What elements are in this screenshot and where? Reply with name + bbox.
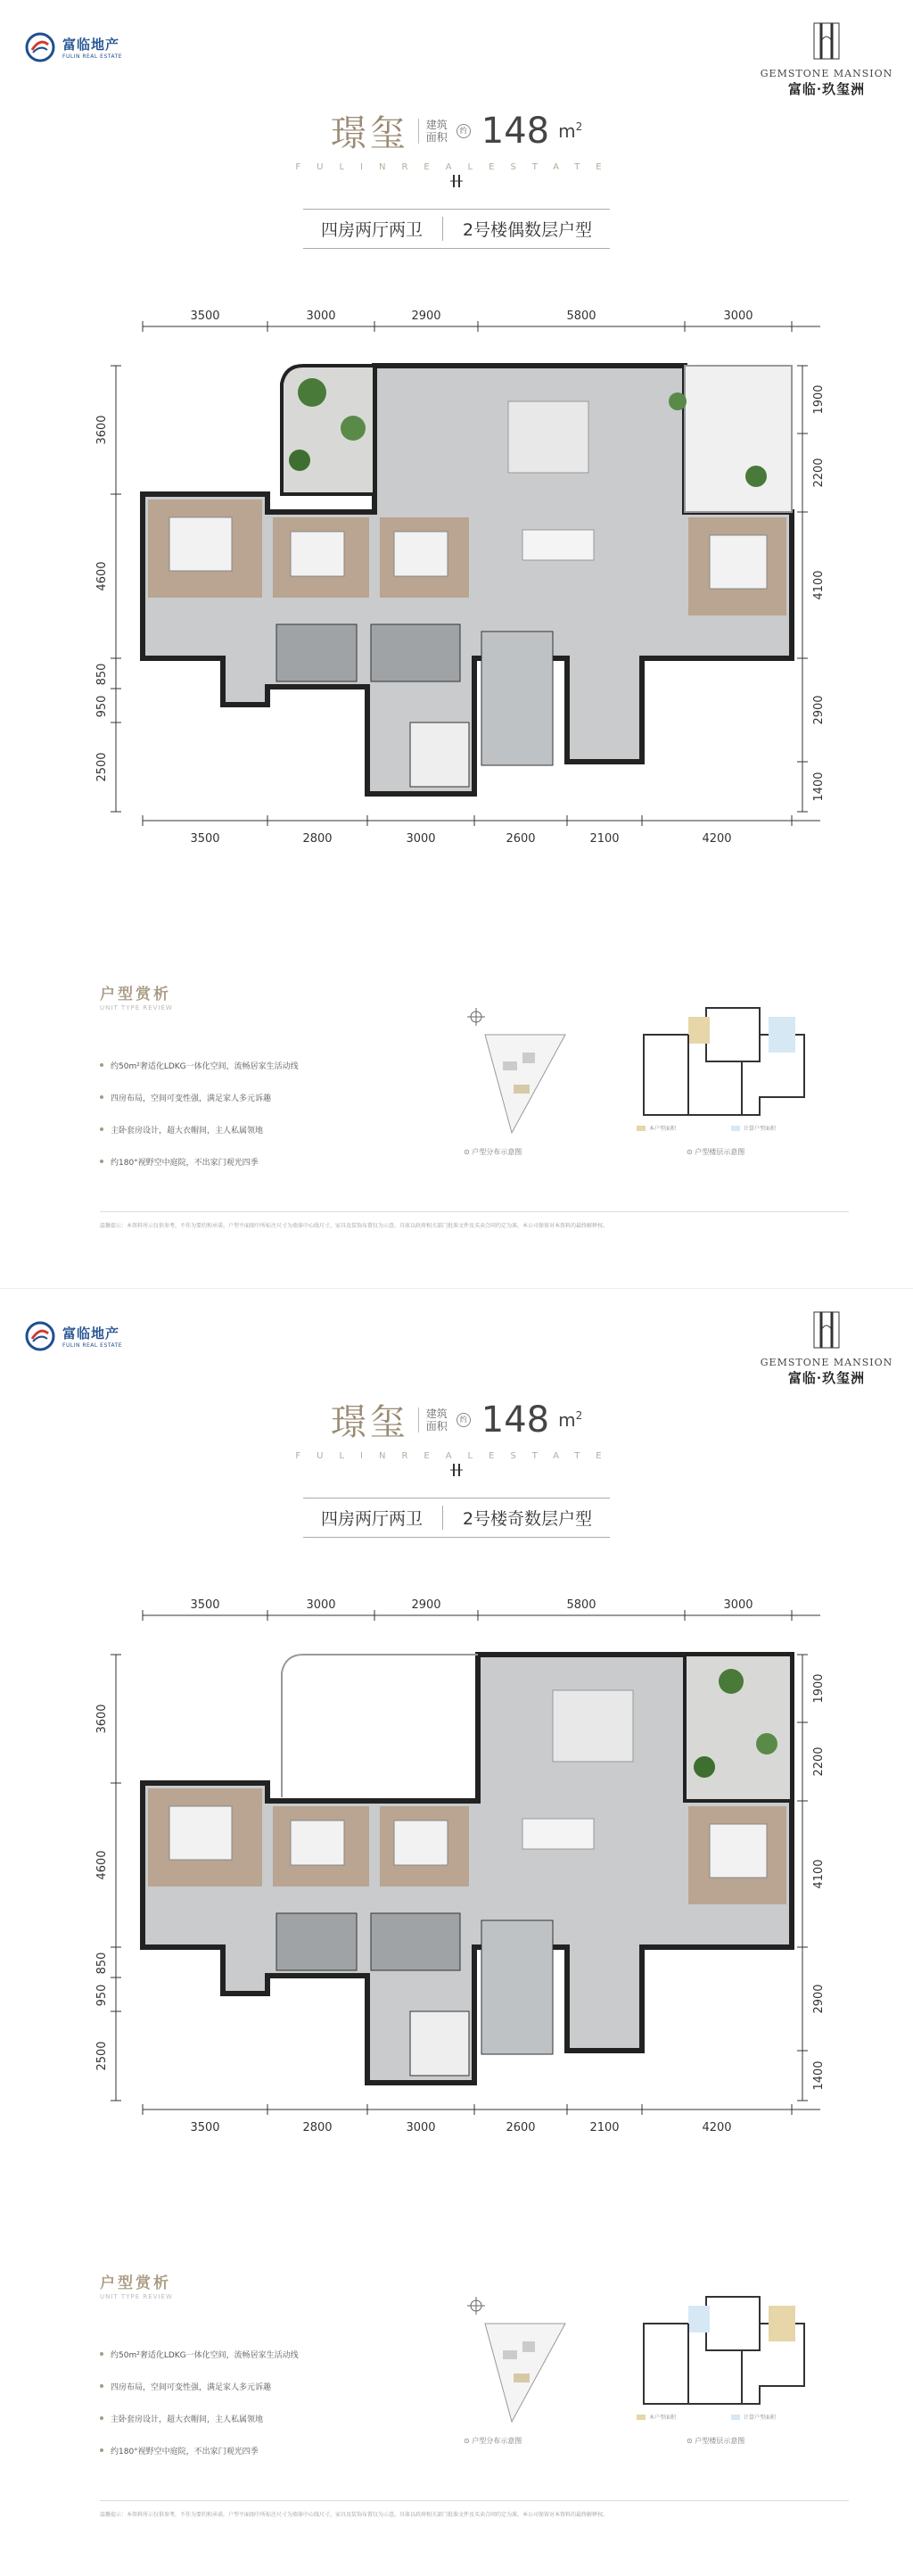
unit-title: [0, 1394, 913, 1445]
bathroom-1: [276, 624, 357, 681]
top-dim-3: 2900: [411, 310, 441, 323]
service-balcony: [410, 2011, 469, 2076]
area-value: 148: [481, 1399, 550, 1441]
left-dim-3: 850: [95, 663, 109, 686]
review-point: 约180°视野空中庭院，不出家门观光四季: [100, 1145, 299, 1177]
unit-floor-type: 2号楼奇数层户型: [462, 1509, 593, 1529]
area-unit: [558, 120, 582, 142]
review-points: [100, 1049, 299, 1177]
unit-type-bar: [0, 1498, 913, 1538]
distribution-map: [449, 999, 583, 1142]
bottom-dim-2: 2800: [302, 2121, 333, 2134]
unit-rooms: 四房两厅两卫: [320, 220, 423, 240]
project-brand: [760, 1310, 893, 1387]
bathroom-2: [371, 1913, 460, 1970]
area-label-2: 面积: [425, 130, 448, 144]
company-logo: [25, 32, 122, 62]
top-dim-1: 3500: [190, 310, 220, 323]
top-dim-2: 3000: [306, 310, 336, 323]
unit-name: 璟玺: [330, 113, 409, 154]
legend-1: [637, 2413, 676, 2421]
project-cn-name: 富临·玖玺洲: [787, 1370, 866, 1386]
service-balcony: [410, 722, 469, 787]
left-dim-5: 2500: [95, 752, 109, 782]
dining-table: [522, 1819, 594, 1849]
bathroom-2: [371, 624, 460, 681]
divider-ornament-icon: [450, 175, 463, 187]
right-dim-5: 1400: [812, 772, 826, 802]
gemstone-emblem-icon: [809, 21, 844, 61]
left-dim-2: 4600: [95, 1850, 109, 1880]
review-point: 四房布局，空间可变性强，满足家人多元诉趣: [100, 1081, 299, 1113]
letters-line: FULINREALESTATE: [295, 162, 618, 172]
bottom-dim-5: 2100: [589, 2121, 620, 2134]
fulin-logo-icon: [25, 1321, 55, 1351]
left-dim-4: 950: [95, 1984, 109, 2007]
company-logo: [25, 1321, 122, 1351]
plan-caption-text: 户型楼层示意图: [695, 2437, 745, 2445]
area-value: 148: [481, 110, 550, 152]
review-point: 四房布局，空间可变性强，满足家人多元诉趣: [100, 2370, 299, 2402]
area-label-1: 建筑: [425, 118, 448, 131]
left-dim-2: 4600: [95, 561, 109, 591]
top-dim-2: 3000: [306, 1598, 336, 1612]
area-unit: [558, 1409, 582, 1431]
left-dim-3: 850: [95, 1952, 109, 1975]
balcony-right: [685, 366, 792, 512]
sofa: [553, 1690, 633, 1762]
bottom-dim-3: 3000: [406, 2121, 436, 2134]
bottom-dim-2: 2800: [302, 832, 333, 846]
top-dim-4: 5800: [566, 310, 596, 323]
gemstone-emblem-icon: [809, 1310, 844, 1350]
floor-plan-odd: [89, 1583, 838, 2172]
unit-type-bar: [0, 209, 913, 249]
left-dim-1: 3600: [95, 1704, 109, 1734]
plan-caption-text: 户型楼层示意图: [695, 1148, 745, 1156]
review-title: 户型赏析: [100, 2275, 171, 2292]
area-prefix: 约: [456, 1413, 471, 1427]
right-dim-2: 2200: [812, 1746, 826, 1777]
map-caption-text: 户型分布示意图: [472, 1148, 522, 1156]
left-dim-1: 3600: [95, 415, 109, 445]
project-en-name: GEMSTONE MANSION: [760, 1357, 893, 1368]
fulin-logo-icon: [25, 32, 55, 62]
bottom-dim-1: 3500: [190, 2121, 220, 2134]
bottom-dim-3: 3000: [406, 832, 436, 846]
unit-name: 璟玺: [330, 1402, 409, 1443]
review-subtitle: UNIT TYPE REVIEW: [100, 1004, 173, 1011]
area-unit-m: m: [558, 1408, 576, 1431]
plan-caption: ⊙ 户型楼层示意图: [687, 1148, 745, 1156]
top-dim-4: 5800: [566, 1598, 596, 1612]
top-dim-1: 3500: [190, 1598, 220, 1612]
project-en-name: GEMSTONE MANSION: [760, 68, 893, 79]
right-dim-4: 2900: [812, 1984, 826, 2014]
area-label-2: 面积: [425, 1419, 448, 1432]
logo-en-text: FULIN REAL ESTATE: [62, 1342, 123, 1349]
plan-caption: ⊙ 户型楼层示意图: [687, 2437, 745, 2445]
logo-en-text: FULIN REAL ESTATE: [62, 54, 123, 60]
floor-position-plan: [635, 999, 831, 1133]
divider-ornament-icon: [450, 1464, 463, 1476]
top-dim-5: 3000: [723, 310, 753, 323]
review-point: 约50m²奢适化LDKG一体化空间，流畅居家生活动线: [100, 2338, 299, 2370]
logo-cn-text: 富临地产: [62, 1325, 120, 1342]
logo-cn-text: 富临地产: [62, 37, 120, 53]
project-brand: [760, 21, 893, 98]
top-dim-3: 2900: [411, 1598, 441, 1612]
page-odd-floors: [0, 1288, 913, 2576]
unit-review: [0, 2270, 913, 2555]
floor-plan-even: [89, 294, 838, 883]
area-label: [418, 119, 448, 144]
right-dim-1: 1900: [812, 384, 826, 415]
right-dim-5: 1400: [812, 2060, 826, 2091]
left-dim-5: 2500: [95, 2041, 109, 2071]
right-dim-3: 4100: [812, 1859, 826, 1889]
empty-terrace-outline: [282, 1655, 303, 1797]
legend-1-text: 本户型面积: [649, 2415, 677, 2421]
bottom-dim-5: 2100: [589, 832, 620, 846]
right-dim-3: 4100: [812, 570, 826, 600]
dining-table: [522, 530, 594, 560]
unit-review: [0, 981, 913, 1267]
bottom-dim-6: 4200: [702, 832, 732, 846]
bottom-dim-4: 2600: [506, 2121, 536, 2134]
bottom-dim-4: 2600: [506, 832, 536, 846]
review-point: 主卧套房设计，超大衣帽间，主人私属领地: [100, 1113, 299, 1145]
area-unit-sup: 2: [575, 120, 583, 133]
bottom-dim-6: 4200: [702, 2121, 732, 2134]
project-cn-name: 富临·玖玺洲: [787, 81, 866, 97]
right-dim-4: 2900: [812, 695, 826, 725]
review-subtitle: UNIT TYPE REVIEW: [100, 2293, 173, 2300]
map-caption: ⊙ 户型分布示意图: [464, 2437, 522, 2445]
review-point: 约50m²奢适化LDKG一体化空间，流畅居家生活动线: [100, 1049, 299, 1081]
area-unit-sup: 2: [575, 1408, 583, 1422]
unit-title: [0, 105, 913, 156]
map-caption-text: 户型分布示意图: [472, 2437, 522, 2445]
kitchen: [481, 1920, 553, 2054]
area-label: [418, 1408, 448, 1432]
review-point: 主卧套房设计，超大衣帽间，主人私属领地: [100, 2402, 299, 2434]
unit-rooms: 四房两厅两卫: [320, 1509, 423, 1529]
area-prefix: 约: [456, 124, 471, 138]
right-dim-1: 1900: [812, 1673, 826, 1704]
left-dim-4: 950: [95, 695, 109, 718]
unit-floor-type: 2号楼偶数层户型: [462, 220, 593, 240]
legend-2-text: 计算户型面积: [744, 1126, 777, 1132]
area-label-1: 建筑: [425, 1407, 448, 1420]
review-points: [100, 2338, 299, 2466]
floor-position-plan: [635, 2288, 831, 2422]
top-dim-5: 3000: [723, 1598, 753, 1612]
disclaimer: 温馨提示：本资料所示仅供参考，不作为要约和承诺，户型平面图中所标注尺寸为墙体中心线尺寸，家具及装饰布置仅为示意，具体以政府相关部门批准文件及买卖合同约定为准，本公司保留对本资料的最终解释权。: [100, 2512, 609, 2518]
map-caption: ⊙ 户型分布示意图: [464, 1148, 522, 1156]
area-unit-m: m: [558, 120, 576, 142]
legend-2: [731, 2413, 776, 2421]
letters-line: FULINREALESTATE: [295, 1451, 618, 1461]
bottom-dim-1: 3500: [190, 832, 220, 846]
right-dim-2: 2200: [812, 458, 826, 488]
legend-1-text: 本户型面积: [649, 1126, 677, 1132]
distribution-map: [449, 2288, 583, 2431]
sofa: [508, 401, 588, 473]
bathroom-1: [276, 1913, 357, 1970]
legend-2: [731, 1124, 776, 1132]
legend-1: [637, 1124, 676, 1132]
disclaimer: 温馨提示：本资料所示仅供参考，不作为要约和承诺，户型平面图中所标注尺寸为墙体中心线尺寸，家具及装饰布置仅为示意，具体以政府相关部门批准文件及买卖合同约定为准，本公司保留对本资料的最终解释权。: [100, 1223, 609, 1229]
review-point: 约180°视野空中庭院，不出家门观光四季: [100, 2434, 299, 2466]
kitchen: [481, 632, 553, 765]
review-title: 户型赏析: [100, 986, 171, 1003]
legend-2-text: 计算户型面积: [744, 2415, 777, 2421]
